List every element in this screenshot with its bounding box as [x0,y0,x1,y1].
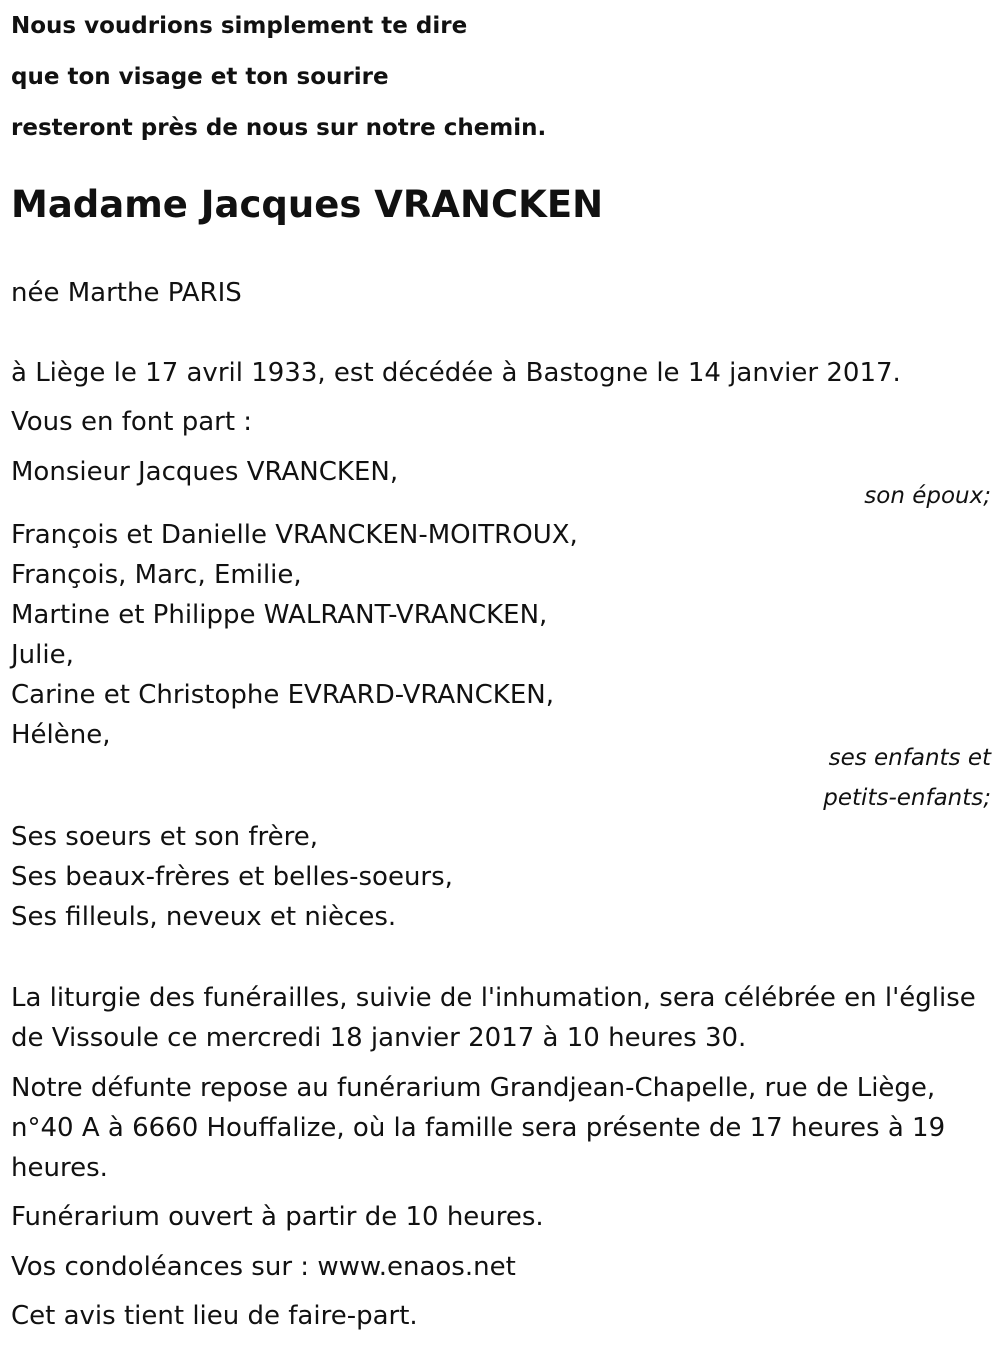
condolences-line: Vos condoléances sur : www.enaos.net [11,1252,516,1282]
liturgy-paragraph: La liturgie des funérailles, suivie de l'inhumation, sera célébrée en l'église de Vissoule ce mercredi 18 janvier 2017 à 10 heures 30. [11,983,976,1053]
relatives-list [11,817,453,937]
spouse-relation: son époux; [864,483,991,509]
list-item: Carine et Christophe EVRARD-VRANCKEN, [11,680,554,710]
spouse-name: Monsieur Jacques VRANCKEN, [11,457,399,487]
dates-line: à Liège le 17 avril 1933, est décédée à Bastogne le 14 janvier 2017. [11,358,901,388]
list-item: Ses beaux-frères et belles-soeurs, [11,862,453,892]
list-item: François, Marc, Emilie, [11,560,302,590]
list-item: Ses filleuls, neveux et nièces. [11,902,397,932]
children-list [11,515,578,755]
list-item: Hélène, [11,720,111,750]
relation-line: petits-enfants; [823,785,991,811]
deceased-name: Madame Jacques VRANCKEN [11,183,604,226]
list-item: Ses soeurs et son frère, [11,822,319,852]
verse-block [11,0,546,153]
list-item: François et Danielle VRANCKEN-MOITROUX, [11,520,578,550]
relation-line: ses enfants et [828,745,991,771]
opening-hours: Funérarium ouvert à partir de 10 heures. [11,1202,544,1232]
list-item: Martine et Philippe WALRANT-VRANCKEN, [11,600,548,630]
announce-line: Vous en font part : [11,407,253,437]
list-item: Julie, [11,640,74,670]
rest-paragraph: Notre défunte repose au funérarium Grandjean-Chapelle, rue de Liège, n°40 A à 6660 Houffalize, où la famille sera présente de 17 heures à 19 heures. [11,1073,946,1183]
birth-name: née Marthe PARIS [11,278,242,308]
children-relation [823,738,991,818]
verse-line: resteront près de nous sur notre chemin. [11,115,547,141]
verse-line: que ton visage et ton sourire [11,64,389,90]
verse-line: Nous voudrions simplement te dire [11,13,468,39]
notice-line: Cet avis tient lieu de faire-part. [11,1301,418,1331]
